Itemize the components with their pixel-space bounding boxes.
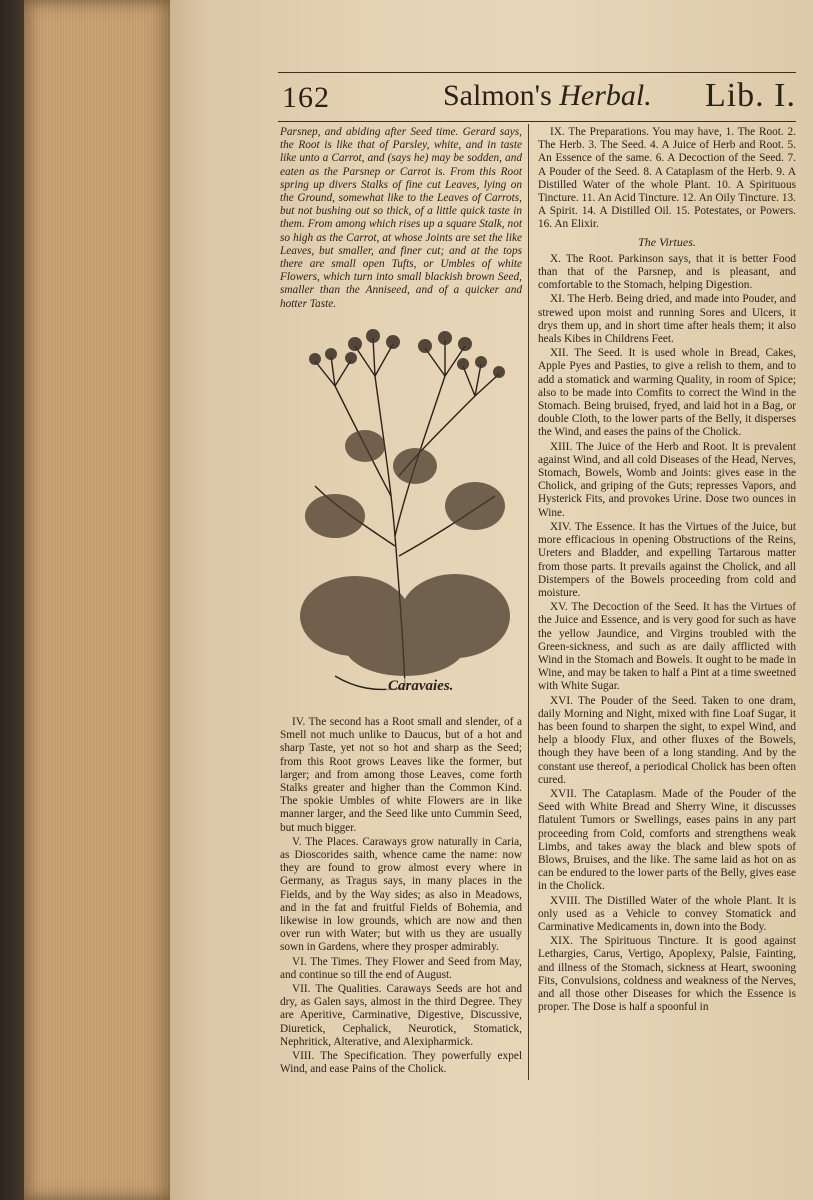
paragraph: Parsnep, and abiding after Seed time. Gerard says, the Root is like that of Parsley, white, and in taste like unto a Carrot, and (says he) may be sodden, and eaten as the Parsnep or Carrot is. From this Root spring up divers Stalks of fine cut Leaves, lying on the Ground, somewhat like to the Leaves of Carrots, but not bushing out so thick, of a little quick taste in them. From among which rises up a square Stalk, not so high as the Carrot, at whose Joints are set the like Leaves, but smaller, and finer cut; and at the tops there are small open Tufts, or Umbles of white Flowers, which turn into small blackish brown Seed, smaller than the Anniseed, and of a quicker and hotter Taste. bbox=[280, 126, 522, 310]
running-title-work: Herbal. bbox=[559, 79, 652, 112]
paragraph: VI. The Times. They Flower and Seed from May, and continue so till the end of August. bbox=[280, 955, 522, 981]
left-column-top bbox=[280, 126, 522, 312]
paragraph: XIX. The Spirituous Tincture. It is good against Lethargies, Carus, Vertigo, Apoplexy, Palsie, Fainting, and illness of the Stomach, sickness at Heart, swooning Fits, Convulsions, coldness and weakness of the Nerves, and all those other Diseases for which the Essence is proper. The Dose is half a spoonful in bbox=[538, 935, 796, 1014]
paragraph: XVII. The Cataplasm. Made of the Pouder of the Seed with White Bread and Sherry Wine, it discusses flatulent Tumors or Swellings, eases pains in any part proceeding from Cold, comforts and strengthens weak Limbs, and takes away the black and blew spots of Blows, Bruises, and the like. The same laid as hot on as can be endured to the lower parts of the Belly, gives ease in the Cholick. bbox=[538, 787, 796, 893]
paragraph: XVI. The Pouder of the Seed. Taken to one dram, daily Morning and Night, mixed with fine Loaf Sugar, it has been found to sharpen the sight, to expel Wind, and help a bloody Flux, and other fluxes of the Bowels, though they have been of a long standing. And by the constant use thereof, a periodical Cholick has been often cured. bbox=[538, 694, 796, 786]
paragraph: XV. The Decoction of the Seed. It has the Virtues of the Juice and Essence, and is very good for such as have the yellow Jaundice, and Virgins troubled with the Green-sickness, and such as are daily afflicted with Wind in the Stomach and Bowels. It ought to be made in Wine, and may be taken to half a Pint at a time sweetned with White Sugar. bbox=[538, 601, 796, 693]
section-heading: The Virtues. bbox=[638, 234, 696, 249]
page-number: 162 bbox=[282, 81, 330, 114]
illustration-caption: Caravaies. bbox=[388, 678, 454, 694]
paragraph: XII. The Seed. It is used whole in Bread, Cakes, Apple Pyes and Pasties, to give a relish to them, and to add a stomatick and warming Quality, in room of Spice; also to be made into Comfits to correct the Wind in the Stomach. Being bruised, fryed, and laid hot in a Bag, or double Cloth, to the lower parts of the Belly, it disperses the Wind, and eases the pains of the Cholick. bbox=[538, 347, 796, 439]
left-column-bottom bbox=[280, 716, 522, 1076]
book-page bbox=[170, 0, 813, 1200]
paragraph: XVIII. The Distilled Water of the whole Plant. It is only used as a Vehicle to convey Stomatick and Carminative Medicaments in, down into the Body. bbox=[538, 894, 796, 933]
paragraph: V. The Places. Caraways grow naturally in Caria, as Dioscorides saith, whence came the name: now they are found to grow almost every where in Germany, as Tragus says, in many places in the Fields, and by the Way sides; as also in Meadows, and in the fat and fruitful Fields of Bohemia, and likewise in low grounds, which are now and then over run with Water; but with us they are usually sown in Gardens, where they prosper admirably. bbox=[280, 835, 522, 954]
book-number: Lib. I. bbox=[704, 77, 796, 114]
page-edges bbox=[24, 0, 174, 1200]
paragraph: VII. The Qualities. Caraways Seeds are hot and dry, as Galen says, almost in the third Degree. They are Aperitive, Carminative, Digestive, Discussive, Diuretick, Cephalick, Neurotick, Stomatick, Nephritick, Alterative, and Alexipharmick. bbox=[280, 983, 522, 1048]
paragraph: X. The Root. Parkinson says, that it is better Food than that of the Parsnep, and is pleasant, and comfortable to the Stomach, helping Digestion. bbox=[538, 252, 796, 292]
column-divider bbox=[528, 124, 529, 1080]
paragraph: XIII. The Juice of the Herb and Root. It is prevalent against Wind, and all cold Diseases of the Head, Nerves, Stomach, Bowels, Womb and Joints: gives ease in the Cholick, and griping of the Guts; represses Vapors, and Hysterick Fits, and provokes Urine. Dose two ounces in Wine. bbox=[538, 440, 796, 519]
paragraph: XI. The Herb. Being dried, and made into Pouder, and strewed upon moist and running Sores and Ulcers, it drys them up, and in short time after heals them; it also heals Kibes in Childrens Feet. bbox=[538, 293, 796, 346]
running-title-author: Salmon's bbox=[443, 79, 552, 112]
paragraph: XIV. The Essence. It has the Virtues of the Juice, but more efficacious in opening Obstructions of the Reins, Ureters and Bladder, and expelling Tartarous matter from those parts. It prevails against the Cholick, and all Distempers of the Bowels proceeding from cold and moisture. bbox=[538, 520, 796, 599]
paragraph: IX. The Preparations. You may have, 1. The Root. 2. The Herb. 3. The Seed. 4. A Juice of Herb and Root. 5. An Essence of the same. 6. A Decoction of the Seed. 7. A Pouder of the Seed. 8. A Cataplasm of the Herb. 9. A Distilled Water of the whole Plant. 10. A Spirituous Tincture. 11. An Acid Tincture. 12. An Oily Tincture. 13. A Spirit. 14. A Distilled Oil. 15. Potestates, or Powers. 16. An Elixir. bbox=[538, 126, 796, 231]
page-header bbox=[278, 72, 796, 122]
caraway-woodcut-illustration bbox=[295, 316, 515, 698]
running-title bbox=[443, 79, 652, 113]
paragraph: IV. The second has a Root small and slender, of a Smell not much unlike to Daucus, but of a hot and sharp Taste, yet not so hot and sharp as the Seed; from this Root grows Leaves like the former, but larger; and from among those Leaves, come forth Stalks greater and higher than the Common Kind. The spokie Umbles of white Flowers are in like manner larger, and the Seed like unto Cummin Seed, but much bigger. bbox=[280, 716, 522, 834]
paragraph: VIII. The Specification. They powerfully expel Wind, and ease Pains of the Cholick. bbox=[280, 1050, 522, 1076]
right-column bbox=[538, 126, 796, 1086]
